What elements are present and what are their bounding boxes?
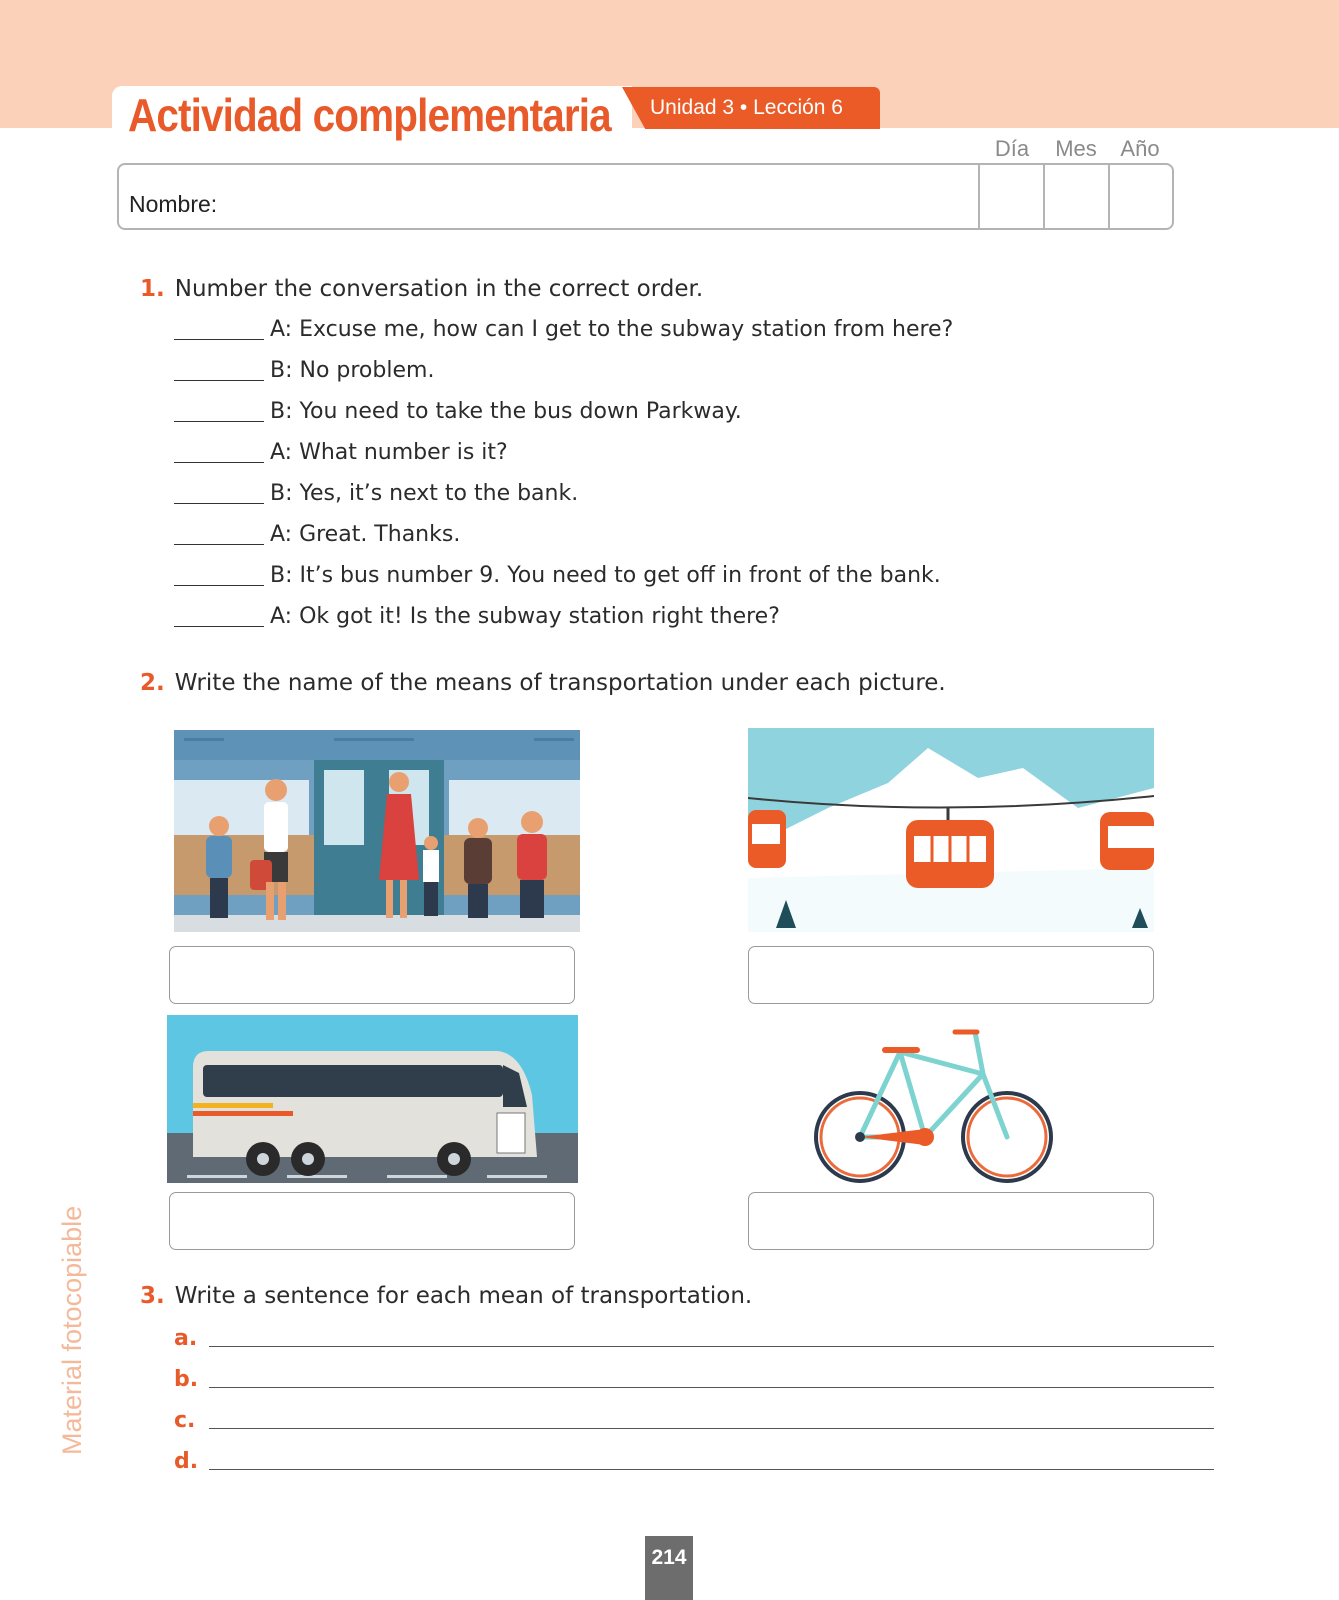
answer-blank[interactable]: [174, 421, 264, 422]
exercise-2-title: [140, 670, 946, 696]
day-label: Día: [994, 136, 1030, 161]
sentence-line[interactable]: [209, 1346, 1214, 1347]
subway-picture: [174, 730, 580, 932]
unit-lesson-label: Unidad 3 • Lección 6: [650, 96, 843, 119]
exercise-instruction: Number the conversation in the correct order.: [174, 276, 704, 302]
conversation-line: B: It’s bus number 9. You need to get off in front of the bank.: [270, 563, 941, 588]
subway-illustration: [174, 730, 580, 932]
cable-car-picture: [748, 728, 1154, 932]
answer-blank[interactable]: [174, 339, 264, 340]
exercise-instruction: Write a sentence for each mean of transportation.: [174, 1283, 753, 1309]
conversation-line: A: Ok got it! Is the subway station right there?: [270, 604, 780, 629]
answer-blank[interactable]: [174, 585, 264, 586]
sentence-letter: c.: [174, 1408, 196, 1433]
conversation-line: B: No problem.: [270, 358, 435, 383]
exercise-number: 1.: [140, 276, 165, 302]
bicycle-picture: [805, 1024, 1065, 1186]
name-label: Nombre:: [129, 191, 218, 217]
conversation-line: A: What number is it?: [270, 440, 508, 465]
conversation-line: A: Excuse me, how can I get to the subway station from here?: [270, 317, 954, 342]
answer-box-cable-car[interactable]: [748, 946, 1154, 1004]
page-number: 214: [651, 1546, 687, 1569]
month-label: Mes: [1055, 136, 1097, 161]
sentence-letter: b.: [174, 1367, 199, 1392]
sentence-line[interactable]: [209, 1428, 1214, 1429]
exercise-number: 3.: [140, 1283, 165, 1309]
name-field[interactable]: [117, 163, 1174, 230]
sentence-letter: a.: [174, 1326, 198, 1351]
date-divider: [978, 163, 980, 230]
exercise-3-title: [140, 1283, 752, 1309]
cable-car-illustration: [748, 728, 1154, 932]
date-divider: [1043, 163, 1045, 230]
bicycle-illustration: [805, 1024, 1065, 1186]
sentence-line[interactable]: [209, 1387, 1214, 1388]
page-title: Actividad complementaria: [128, 89, 611, 141]
answer-blank[interactable]: [174, 380, 264, 381]
side-label: Material fotocopiable: [57, 1205, 87, 1455]
answer-box-bicycle[interactable]: [748, 1192, 1154, 1250]
answer-blank[interactable]: [174, 626, 264, 627]
answer-blank[interactable]: [174, 544, 264, 545]
answer-box-bus[interactable]: [169, 1192, 575, 1250]
conversation-line: B: Yes, it’s next to the bank.: [270, 481, 579, 506]
answer-box-subway[interactable]: [169, 946, 575, 1004]
date-divider: [1108, 163, 1110, 230]
bus-illustration: [167, 1015, 578, 1183]
exercise-1-title: [140, 276, 703, 302]
answer-blank[interactable]: [174, 503, 264, 504]
conversation-line: A: Great. Thanks.: [270, 522, 461, 547]
answer-blank[interactable]: [174, 462, 264, 463]
year-label: Año: [1120, 136, 1160, 161]
sentence-letter: d.: [174, 1449, 199, 1474]
conversation-line: B: You need to take the bus down Parkway.: [270, 399, 742, 424]
exercise-number: 2.: [140, 670, 165, 696]
exercise-instruction: Write the name of the means of transportation under each picture.: [174, 670, 946, 696]
sentence-line[interactable]: [209, 1469, 1214, 1470]
bus-picture: [167, 1015, 578, 1183]
